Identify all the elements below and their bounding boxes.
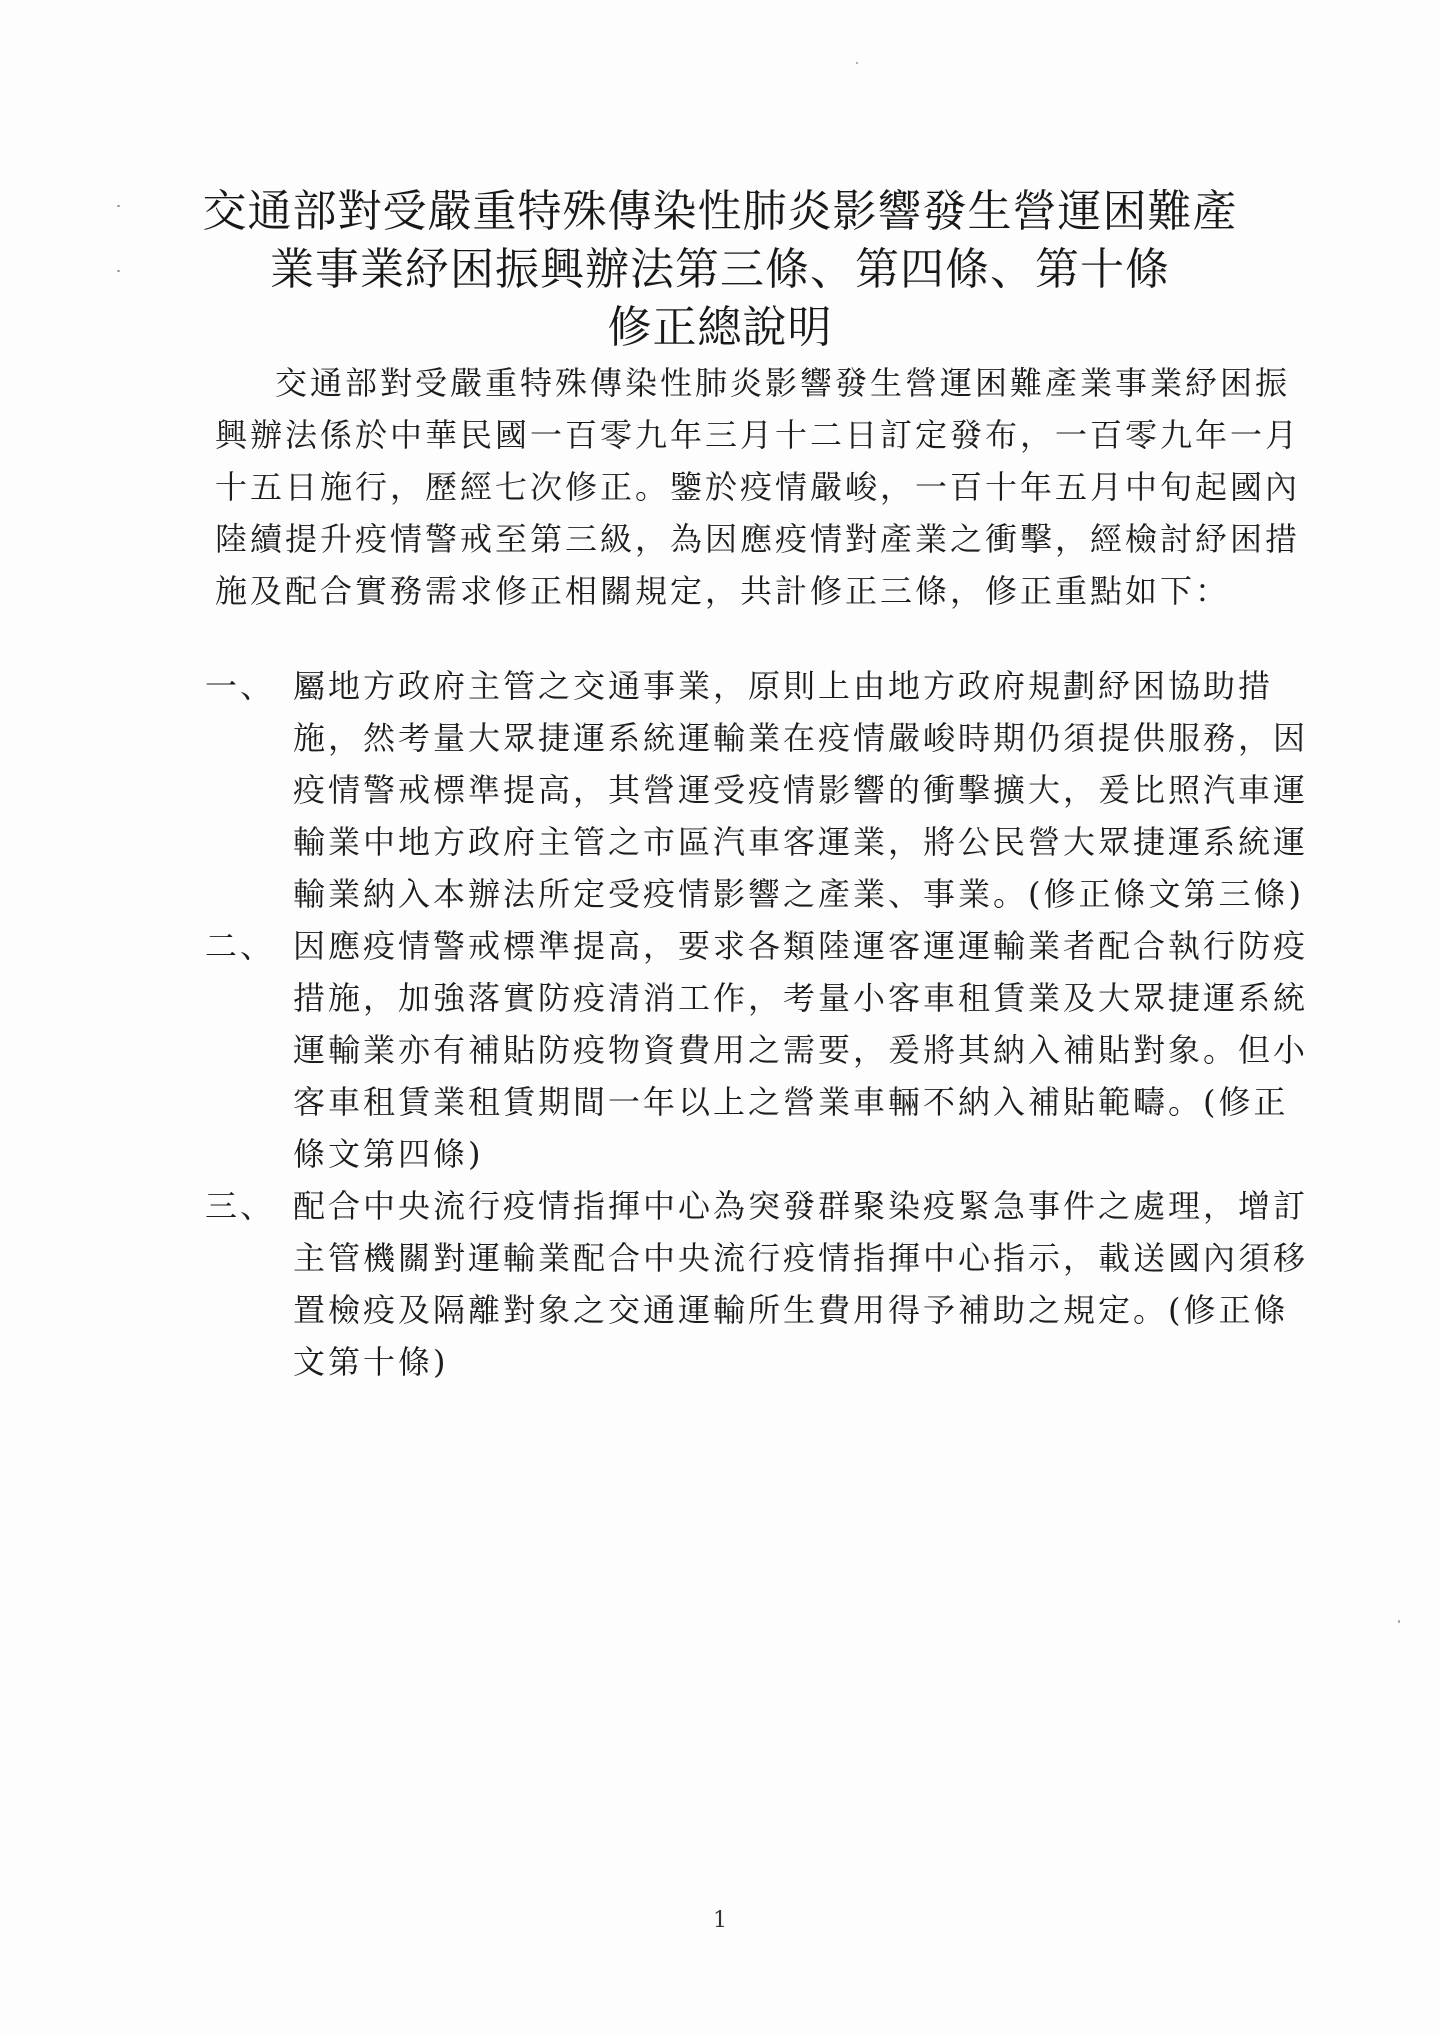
page-number: 1 bbox=[713, 1908, 727, 1933]
list-item-line: 主管機關對運輸業配合中央流行疫情指揮中心指示，載送國內須移 bbox=[293, 1239, 1309, 1277]
intro-line: 施及配合實務需求修正相關規定，共計修正三條，修正重點如下： bbox=[215, 572, 1231, 610]
list-item-line: 條文第四條) bbox=[293, 1135, 484, 1173]
list-item-line: 輸業納入本辦法所定受疫情影響之產業、事業。(修正條文第三條) bbox=[293, 875, 1304, 913]
scan-speck bbox=[117, 205, 120, 207]
scan-speck bbox=[1398, 1620, 1400, 1623]
list-item-marker: 二、 bbox=[205, 927, 276, 965]
scan-speck bbox=[856, 62, 858, 64]
list-item bbox=[205, 1180, 1309, 1388]
list-item-line: 施，然考量大眾捷運系統運輸業在疫情嚴峻時期仍須提供服務，因 bbox=[293, 719, 1309, 757]
list-item-line: 因應疫情警戒標準提高，要求各類陸運客運運輸業者配合執行防疫 bbox=[293, 927, 1309, 965]
list-item-line: 疫情警戒標準提高，其營運受疫情影響的衝擊擴大，爰比照汽車運 bbox=[293, 771, 1309, 809]
list-item-line: 置檢疫及隔離對象之交通運輸所生費用得予補助之規定。(修正條 bbox=[293, 1291, 1289, 1329]
list-item-line: 客車租賃業租賃期間一年以上之營業車輛不納入補貼範疇。(修正 bbox=[293, 1083, 1289, 1121]
intro-line: 陸續提升疫情警戒至第三級，為因應疫情對產業之衝擊，經檢討紓困措 bbox=[215, 520, 1301, 558]
intro-line: 十五日施行，歷經七次修正。鑒於疫情嚴峻，一百十年五月中旬起國內 bbox=[215, 468, 1301, 506]
document-title-line-2: 業事業紓困振興辦法第三條、第四條、第十條 bbox=[270, 244, 1170, 295]
scan-speck bbox=[117, 270, 120, 272]
list-item-line: 措施，加強落實防疫清消工作，考量小客車租賃業及大眾捷運系統 bbox=[293, 979, 1309, 1017]
intro-line: 交通部對受嚴重特殊傳染性肺炎影響發生營運困難產業事業紓困振 bbox=[275, 364, 1291, 402]
list-item bbox=[205, 660, 1309, 920]
list-item-line: 運輸業亦有補貼防疫物資費用之需要，爰將其納入補貼對象。但小 bbox=[293, 1031, 1309, 1069]
document-title-line-1: 交通部對受嚴重特殊傳染性肺炎影響發生營運困難產 bbox=[202, 186, 1238, 237]
amendment-points-list bbox=[205, 660, 1309, 1388]
document-title-line-3: 修正總說明 bbox=[607, 302, 833, 353]
intro-paragraph bbox=[215, 357, 1301, 617]
list-item bbox=[205, 920, 1309, 1180]
list-item-line: 文第十條) bbox=[293, 1343, 449, 1381]
list-item-line: 輸業中地方政府主管之市區汽車客運業，將公民營大眾捷運系統運 bbox=[293, 823, 1309, 861]
list-item-line: 屬地方政府主管之交通事業，原則上由地方政府規劃紓困協助措 bbox=[293, 667, 1274, 705]
list-item-line: 配合中央流行疫情指揮中心為突發群聚染疫緊急事件之處理，增訂 bbox=[293, 1187, 1309, 1225]
list-item-marker: 三、 bbox=[205, 1187, 276, 1225]
intro-line: 興辦法係於中華民國一百零九年三月十二日訂定發布，一百零九年一月 bbox=[215, 416, 1301, 454]
list-item-marker: 一、 bbox=[205, 667, 276, 705]
